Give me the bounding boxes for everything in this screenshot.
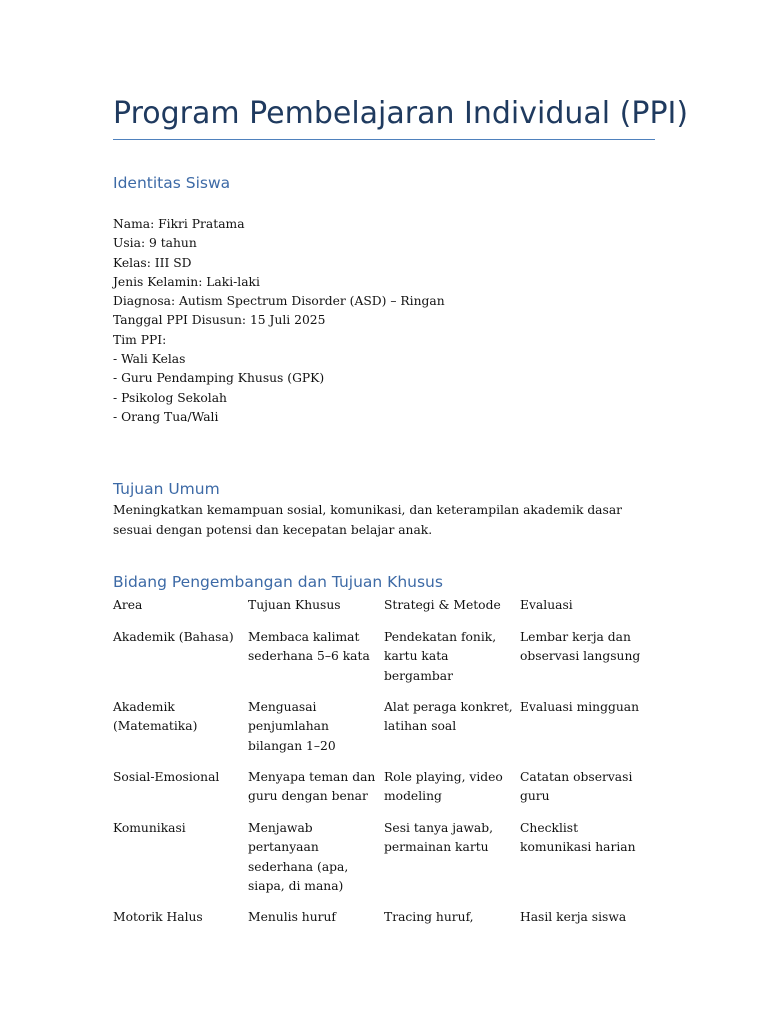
team-member: - Psikolog Sekolah — [113, 390, 227, 405]
table-row — [113, 819, 655, 893]
table-cell-area: Akademik (Bahasa) — [113, 630, 234, 644]
table-cell-evaluation: Hasil kerja siswa — [520, 910, 627, 924]
table-cell-strategy: Role playing, video modeling — [384, 770, 503, 804]
table-cell-goal: Menjawab pertanyaan sederhana (apa, siapa, di mana) — [248, 821, 349, 893]
table-row — [113, 628, 655, 688]
table-cell-goal: Menyapa teman dan guru dengan benar — [248, 770, 376, 804]
table-row — [113, 908, 655, 968]
column-header-strategy: Strategi & Metode — [384, 598, 501, 612]
table-cell-goal: Membaca kalimat sederhana 5–6 kata — [248, 630, 370, 664]
table-cell-strategy: Alat peraga konkret, latihan soal — [384, 700, 513, 734]
table-cell-evaluation: Checklist komunikasi harian — [520, 821, 636, 855]
identity-age: Usia: 9 tahun — [113, 236, 197, 251]
identity-list — [113, 215, 445, 427]
table-cell-evaluation: Lembar kerja dan observasi langsung — [520, 630, 641, 664]
team-member: - Orang Tua/Wali — [113, 409, 219, 424]
identity-gender: Jenis Kelamin: Laki-laki — [113, 274, 260, 289]
table-cell-strategy: Tracing huruf, — [384, 910, 474, 924]
table-cell-area: Motorik Halus — [113, 910, 203, 924]
table-cell-area: Akademik (Matematika) — [113, 700, 198, 734]
table-cell-strategy: Sesi tanya jawab, permainan kartu — [384, 821, 494, 855]
identity-team-label: Tim PPI: — [113, 332, 167, 347]
table-cell-evaluation: Evaluasi mingguan — [520, 700, 640, 714]
title-divider — [113, 139, 655, 140]
document-title: Program Pembelajaran Individual (PPI) — [113, 96, 689, 131]
identity-class: Kelas: III SD — [113, 255, 192, 270]
table-cell-area: Sosial-Emosional — [113, 770, 220, 784]
development-heading: Bidang Pengembangan dan Tujuan Khusus — [113, 573, 443, 591]
table-row — [113, 698, 655, 758]
identity-heading: Identitas Siswa — [113, 174, 231, 192]
column-header-goal: Tujuan Khusus — [248, 598, 341, 612]
table-cell-goal: Menulis huruf — [248, 910, 336, 924]
identity-name: Nama: Fikri Pratama — [113, 217, 245, 231]
general-goal-text: Meningkatkan kemampuan sosial, komunikasi, dan keterampilan akademik dasar sesuai dengan potensi dan kecepatan belajar anak. — [113, 503, 623, 537]
team-member: - Guru Pendamping Khusus (GPK) — [113, 371, 325, 386]
column-header-area: Area — [113, 598, 143, 612]
identity-diagnosis: Diagnosa: Autism Spectrum Disorder (ASD) – Ringan — [113, 294, 445, 309]
column-header-evaluation: Evaluasi — [520, 598, 573, 612]
general-goal-heading: Tujuan Umum — [113, 480, 220, 498]
table-cell-evaluation: Catatan observasi guru — [520, 770, 633, 804]
identity-date: Tanggal PPI Disusun: 15 Juli 2025 — [113, 313, 326, 328]
team-member: - Wali Kelas — [113, 352, 186, 367]
table-cell-area: Komunikasi — [113, 821, 186, 835]
table-cell-strategy: Pendekatan fonik, kartu kata bergambar — [384, 630, 497, 683]
table-cell-goal: Menguasai penjumlahan bilangan 1–20 — [248, 700, 336, 753]
